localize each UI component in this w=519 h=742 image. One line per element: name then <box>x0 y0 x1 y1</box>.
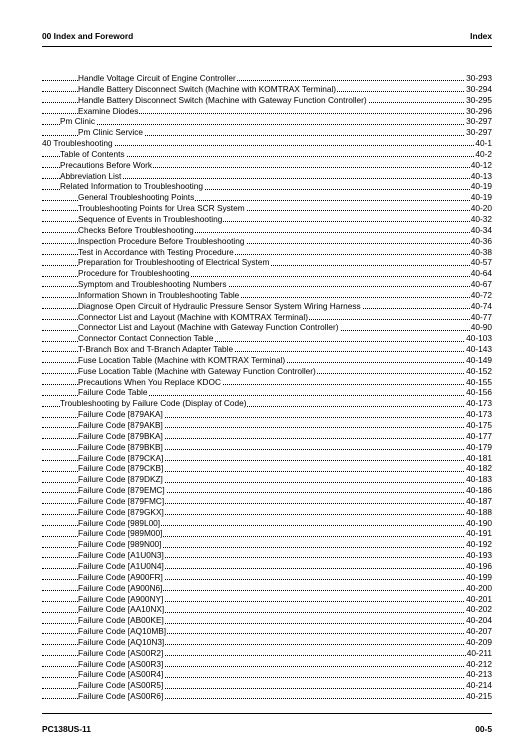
toc-entry-page: 40-179 <box>466 441 492 452</box>
toc-entry-title: Fuse Location Table (Machine with Gateway Function Controller) <box>78 365 316 376</box>
toc-entry-title: Failure Code [A1U0N3] <box>78 550 164 561</box>
toc-entry-title: Failure Code [879DKZ] <box>78 474 163 485</box>
toc-entry[interactable] <box>42 496 492 507</box>
toc-entry[interactable] <box>42 149 492 160</box>
toc-entry[interactable] <box>42 626 492 637</box>
toc-entry-title: Failure Code Table <box>78 387 148 398</box>
table-of-contents <box>42 73 492 702</box>
toc-entry-title: Sequence of Events in Troubleshooting <box>78 213 223 224</box>
toc-entry-title: Abbreviation List <box>60 170 122 181</box>
toc-entry-page: 40-187 <box>466 495 492 506</box>
toc-entry-page: 30-294 <box>466 83 492 94</box>
toc-entry[interactable] <box>42 594 492 605</box>
toc-entry[interactable] <box>42 333 492 344</box>
toc-entry[interactable] <box>42 192 492 203</box>
toc-entry[interactable] <box>42 95 492 106</box>
toc-entry[interactable] <box>42 181 492 192</box>
toc-entry-page: 40-72 <box>470 289 492 300</box>
toc-entry-page: 40-2 <box>475 148 492 159</box>
section-title: 00 Index and Foreword <box>42 31 134 41</box>
toc-entry-page: 40-34 <box>470 224 492 235</box>
toc-entry[interactable] <box>42 225 492 236</box>
header-index-label: Index <box>470 31 492 41</box>
toc-entry[interactable] <box>42 669 492 680</box>
toc-entry[interactable] <box>42 659 492 670</box>
toc-entry[interactable] <box>42 160 492 171</box>
toc-entry-page: 40-149 <box>466 354 492 365</box>
toc-entry-page: 40-67 <box>470 279 492 290</box>
toc-entry-title: Checks Before Troubleshooting <box>78 224 194 235</box>
toc-entry-page: 40-199 <box>466 571 492 582</box>
toc-entry-title: Connector Contact Connection Table <box>78 333 214 344</box>
toc-entry-page: 40-201 <box>466 593 492 604</box>
toc-entry[interactable] <box>42 171 492 182</box>
toc-entry-title: Connector List and Layout (Machine with Gateway Function Controller) <box>78 322 339 333</box>
toc-entry-title: Handle Voltage Circuit of Engine Controller <box>78 73 236 83</box>
page-number: 00-5 <box>475 724 492 734</box>
toc-entry-page: 40-103 <box>466 333 492 344</box>
toc-entry-title: Diagnose Open Circuit of Hydraulic Pressure Sensor System Wiring Harness <box>78 300 361 311</box>
toc-entry-page: 40-155 <box>466 376 492 387</box>
toc-entry[interactable] <box>42 539 492 550</box>
toc-entry-title: Failure Code [879AKB] <box>78 420 163 430</box>
toc-entry[interactable] <box>42 604 492 615</box>
toc-entry-title: Handle Battery Disconnect Switch (Machine with Gateway Function Controller) <box>78 94 367 105</box>
toc-entry[interactable] <box>42 84 492 95</box>
toc-entry-page: 40-36 <box>470 235 492 246</box>
toc-entry-page: 40-193 <box>466 550 492 561</box>
toc-entry-title: Troubleshooting by Failure Code (Display of Code) <box>60 398 247 409</box>
toc-entry-page: 40-191 <box>466 528 492 539</box>
toc-entry-title: Pm Clinic <box>60 116 96 127</box>
toc-entry-title: Failure Code [A900FR] <box>78 571 163 582</box>
toc-entry[interactable] <box>42 561 492 572</box>
toc-entry-page: 40-215 <box>466 691 492 702</box>
toc-entry[interactable] <box>42 474 492 485</box>
toc-entry-page: 40-143 <box>466 344 492 355</box>
toc-entry-title: Failure Code [AS00R2] <box>78 647 164 658</box>
toc-entry[interactable] <box>42 583 492 594</box>
toc-entry[interactable] <box>42 463 492 474</box>
model-number: PC138US-11 <box>42 724 91 734</box>
toc-entry-title: Failure Code [879CKA] <box>78 452 164 463</box>
toc-entry[interactable] <box>42 301 492 312</box>
toc-entry-page: 40-12 <box>470 159 492 170</box>
toc-entry-title: Failure Code [989L00] <box>78 517 161 528</box>
toc-entry-page: 40-202 <box>466 604 492 615</box>
toc-entry[interactable] <box>42 442 492 453</box>
toc-entry[interactable] <box>42 257 492 268</box>
toc-entry-title: Failure Code [AB00KE] <box>78 615 164 626</box>
toc-entry-page: 40-211 <box>466 647 492 658</box>
toc-entry-page: 40-192 <box>466 539 492 550</box>
toc-entry-title: Table of Contents <box>60 148 125 159</box>
toc-entry-title: Failure Code [AQ10MB] <box>78 626 167 637</box>
toc-entry-page: 40-214 <box>466 680 492 691</box>
toc-entry-title: Failure Code [AS00R3] <box>78 658 164 669</box>
toc-entry-page: 40-181 <box>466 452 492 463</box>
toc-entry-page: 40-200 <box>466 582 492 593</box>
toc-entry[interactable] <box>42 366 492 377</box>
toc-entry-page: 40-19 <box>470 181 492 192</box>
footer-divider <box>42 713 492 714</box>
toc-entry-page: 40-74 <box>470 300 492 311</box>
toc-entry-title: Information Shown in Troubleshooting Table <box>78 289 240 300</box>
toc-entry-page: 40-213 <box>466 669 492 680</box>
toc-entry-title: Failure Code [A1U0N4] <box>78 560 164 571</box>
toc-entry-page: 40-32 <box>470 213 492 224</box>
toc-entry-title: Failure Code [879EMC] <box>78 485 165 496</box>
toc-entry-title: Failure Code [A900N6] <box>78 582 163 593</box>
toc-entry-page: 40-156 <box>466 387 492 398</box>
toc-entry[interactable] <box>42 572 492 583</box>
toc-entry-title: Failure Code [AS00R5] <box>78 680 164 691</box>
header-divider <box>42 46 492 47</box>
dot-leader <box>42 124 492 125</box>
toc-entry-page: 40-90 <box>470 322 492 333</box>
toc-entry[interactable] <box>42 290 492 301</box>
toc-entry-title: General Troubleshooting Points <box>78 192 195 203</box>
toc-entry-page: 30-297 <box>466 127 492 138</box>
toc-entry-page: 40-1 <box>475 138 492 149</box>
toc-entry[interactable] <box>42 279 492 290</box>
toc-entry[interactable] <box>42 203 492 214</box>
toc-entry[interactable] <box>42 236 492 247</box>
toc-entry-title: Failure Code [AQ10N3] <box>78 636 165 647</box>
toc-entry-title: Failure Code [AS00R4] <box>78 669 164 680</box>
toc-entry-title: Pm Clinic Service <box>78 127 144 138</box>
toc-entry-title: Failure Code [989N00] <box>78 539 162 550</box>
toc-entry[interactable] <box>42 648 492 659</box>
toc-entry[interactable] <box>42 453 492 464</box>
toc-entry[interactable] <box>42 398 492 409</box>
toc-entry-title: Symptom and Troubleshooting Numbers <box>78 279 227 290</box>
toc-entry-title: Failure Code [879AKA] <box>78 409 163 420</box>
toc-entry-title: Inspection Procedure Before Troubleshooting <box>78 235 245 246</box>
toc-entry[interactable] <box>42 268 492 279</box>
toc-entry-page: 40-77 <box>470 311 492 322</box>
toc-entry-page: 40-183 <box>466 474 492 485</box>
toc-entry-page: 40-173 <box>466 409 492 420</box>
toc-entry[interactable] <box>42 387 492 398</box>
toc-entry-title: Related Information to Troubleshooting <box>60 181 203 192</box>
toc-entry-title: Failure Code [A900NY] <box>78 593 164 604</box>
toc-entry-title: Failure Code [879BKA] <box>78 430 163 441</box>
toc-entry[interactable] <box>42 431 492 442</box>
toc-entry-page: 40-190 <box>466 517 492 528</box>
toc-entry[interactable] <box>42 355 492 366</box>
toc-entry-title: Handle Battery Disconnect Switch (Machine with KOMTRAX Terminal) <box>78 83 337 94</box>
toc-entry-title: Troubleshooting Points for Urea SCR System <box>78 203 245 214</box>
toc-entry-page: 40-207 <box>466 626 492 637</box>
toc-entry[interactable] <box>42 409 492 420</box>
toc-entry-title: Fuse Location Table (Machine with KOMTRAX Terminal) <box>78 354 286 365</box>
toc-entry-title: Connector List and Layout (Machine with KOMTRAX Terminal) <box>78 311 308 322</box>
toc-entry[interactable] <box>42 106 492 117</box>
toc-entry-title: Failure Code [879GKX] <box>78 506 164 517</box>
toc-entry-page: 40-19 <box>470 192 492 203</box>
toc-entry-title: Failure Code [AA10NX] <box>78 604 165 615</box>
toc-entry-title: Test in Accordance with Testing Procedure <box>78 246 234 257</box>
toc-entry[interactable] <box>42 116 492 127</box>
toc-entry-title: Examine Diodes <box>78 105 139 116</box>
toc-entry-title: 40 Troubleshooting <box>42 138 113 149</box>
toc-entry[interactable] <box>42 637 492 648</box>
page-header <box>42 31 492 45</box>
toc-entry[interactable] <box>42 312 492 323</box>
toc-entry[interactable] <box>42 485 492 496</box>
toc-entry-page: 40-175 <box>466 420 492 430</box>
toc-entry[interactable] <box>42 138 492 149</box>
toc-entry-page: 40-20 <box>470 203 492 214</box>
toc-entry-page: 30-297 <box>466 116 492 127</box>
toc-entry-page: 40-196 <box>466 560 492 571</box>
toc-entry[interactable] <box>42 507 492 518</box>
toc-entry-title: Precautions Before Work <box>60 159 153 170</box>
toc-entry[interactable] <box>42 344 492 355</box>
toc-entry[interactable] <box>42 127 492 138</box>
toc-entry-title: Failure Code [879BKB] <box>78 441 163 452</box>
toc-entry[interactable] <box>42 73 492 84</box>
toc-entry[interactable] <box>42 528 492 539</box>
toc-entry-title: Procedure for Troubleshooting <box>78 268 190 279</box>
toc-entry-page: 30-296 <box>466 105 492 116</box>
toc-entry-page: 40-38 <box>470 246 492 257</box>
toc-entry-page: 40-204 <box>466 615 492 626</box>
toc-entry-page: 40-57 <box>470 257 492 268</box>
toc-entry-title: Failure Code [AS00R6] <box>78 691 164 702</box>
toc-entry-title: T-Branch Box and T-Branch Adapter Table <box>78 344 234 355</box>
toc-entry[interactable] <box>42 615 492 626</box>
toc-entry[interactable] <box>42 691 492 702</box>
toc-entry-page: 40-177 <box>466 430 492 441</box>
toc-entry[interactable] <box>42 322 492 333</box>
toc-entry-page: 40-209 <box>466 636 492 647</box>
toc-entry-title: Failure Code [879CKB] <box>78 463 164 474</box>
toc-entry-title: Failure Code [989M00] <box>78 528 163 539</box>
toc-entry[interactable] <box>42 680 492 691</box>
toc-entry[interactable] <box>42 550 492 561</box>
toc-entry[interactable] <box>42 214 492 225</box>
toc-entry-page: 40-188 <box>466 506 492 517</box>
toc-entry[interactable] <box>42 518 492 529</box>
toc-entry-page: 40-64 <box>470 268 492 279</box>
toc-entry-title: Precautions When You Replace KDOC <box>78 376 221 387</box>
toc-entry-page: 30-293 <box>466 73 492 83</box>
toc-entry-page: 40-173 <box>466 398 492 409</box>
toc-entry-page: 40-186 <box>466 485 492 496</box>
toc-entry-page: 40-182 <box>466 463 492 474</box>
toc-entry-page: 30-295 <box>466 94 492 105</box>
toc-entry-title: Failure Code [879FMC] <box>78 495 165 506</box>
toc-entry-page: 40-152 <box>466 365 492 376</box>
toc-entry[interactable] <box>42 377 492 388</box>
toc-entry-page: 40-13 <box>470 170 492 181</box>
toc-entry-title: Preparation for Troubleshooting of Electrical System <box>78 257 270 268</box>
toc-entry[interactable] <box>42 247 492 258</box>
toc-entry-page: 40-212 <box>466 658 492 669</box>
toc-entry[interactable] <box>42 420 492 431</box>
